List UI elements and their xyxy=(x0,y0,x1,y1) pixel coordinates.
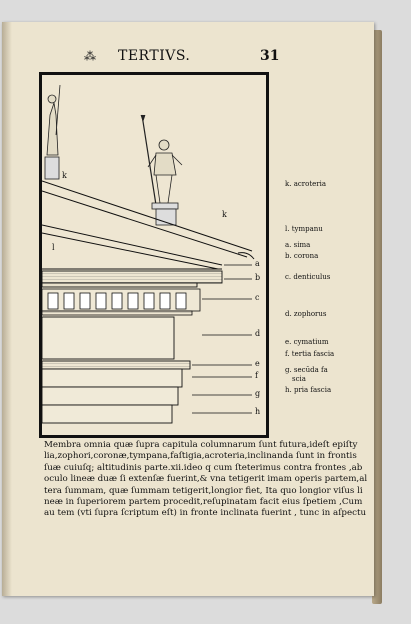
book-page xyxy=(2,22,374,596)
frieze xyxy=(42,317,174,359)
page-gutter xyxy=(2,22,12,596)
text-line: neæ in ſuperiorem partem procedit,reſupinatam facit eius ſpetiem ,Cum xyxy=(44,497,363,508)
text-line: Membra omnia quæ ſupra capitula columnarum ſunt futura,ideſt epiſty xyxy=(44,440,358,450)
figure-letter-b: b xyxy=(255,273,261,282)
figure-letter-h: h xyxy=(255,407,261,416)
left-statue xyxy=(45,85,60,179)
running-header xyxy=(2,48,374,68)
page-number: 31 xyxy=(260,48,280,64)
margin-label-denticulus: c. denticulus xyxy=(285,273,331,281)
text-line: tera ſummam, quæ ſummam tetigerit,longior fiet, Ita quo longior viſus li xyxy=(44,485,363,496)
figure-letter-e: e xyxy=(255,359,260,368)
figure-letter-f: f xyxy=(255,371,258,380)
body-text xyxy=(44,440,368,520)
margin-label-corona: b. corona xyxy=(285,252,319,260)
figure-letter-c: c xyxy=(255,293,260,302)
text-line: ſuæ cuiuſq; altitudinis parte.xii.ideo q cum ſteterimus contra frontes ,ab xyxy=(44,462,363,473)
margin-label-tertia-fascia: f. tertia fascia xyxy=(285,350,335,358)
margin-label-acroteria: k. acroteria xyxy=(285,180,327,188)
text-line: lia,zophori,coronæ,tympana,faſtigia,acroteria,inclinanda ſunt in frontis xyxy=(44,451,357,462)
text-line: au tem (vti ſupra ſcriptum eſt) in fronte inclinata fuerint , tunc in aſpectu xyxy=(44,508,367,519)
pediment xyxy=(42,181,254,269)
figure-letter-g: g xyxy=(255,389,261,398)
text-line: oculo lineæ duæ ſi extenſæ fuerint,& vna tetigerit imam operis partem,al xyxy=(44,474,368,485)
running-title: TERTIVS. xyxy=(118,48,191,64)
figure-letter-k-top: k xyxy=(62,171,67,180)
margin-label-zophorus: d. zophorus xyxy=(285,310,327,318)
margin-label-cymatium: e. cymatium xyxy=(285,338,329,346)
dentil-band xyxy=(42,289,200,315)
woodcut-figure xyxy=(39,72,269,438)
architrave xyxy=(42,361,190,423)
figure-letter-d: d xyxy=(255,329,261,338)
header-ornament: ⁂ xyxy=(84,49,96,63)
center-statue xyxy=(141,115,182,225)
leader-lines xyxy=(192,265,252,413)
margin-label-secunda-fascia: g. secūda fa xyxy=(285,366,328,374)
figure-letter-l: l xyxy=(52,243,55,252)
entablature-drawing xyxy=(42,75,266,435)
margin-label-secunda-fascia-cont: scia xyxy=(292,375,306,383)
figure-letter-k: k xyxy=(222,210,227,219)
margin-label-sima: a. sima xyxy=(285,241,311,249)
figure-letter-a: a xyxy=(255,259,260,268)
margin-label-tympanum: l. tympanu xyxy=(285,225,323,233)
cornice xyxy=(42,271,222,287)
margin-label-prima-fascia: h. pria fascia xyxy=(285,386,332,394)
